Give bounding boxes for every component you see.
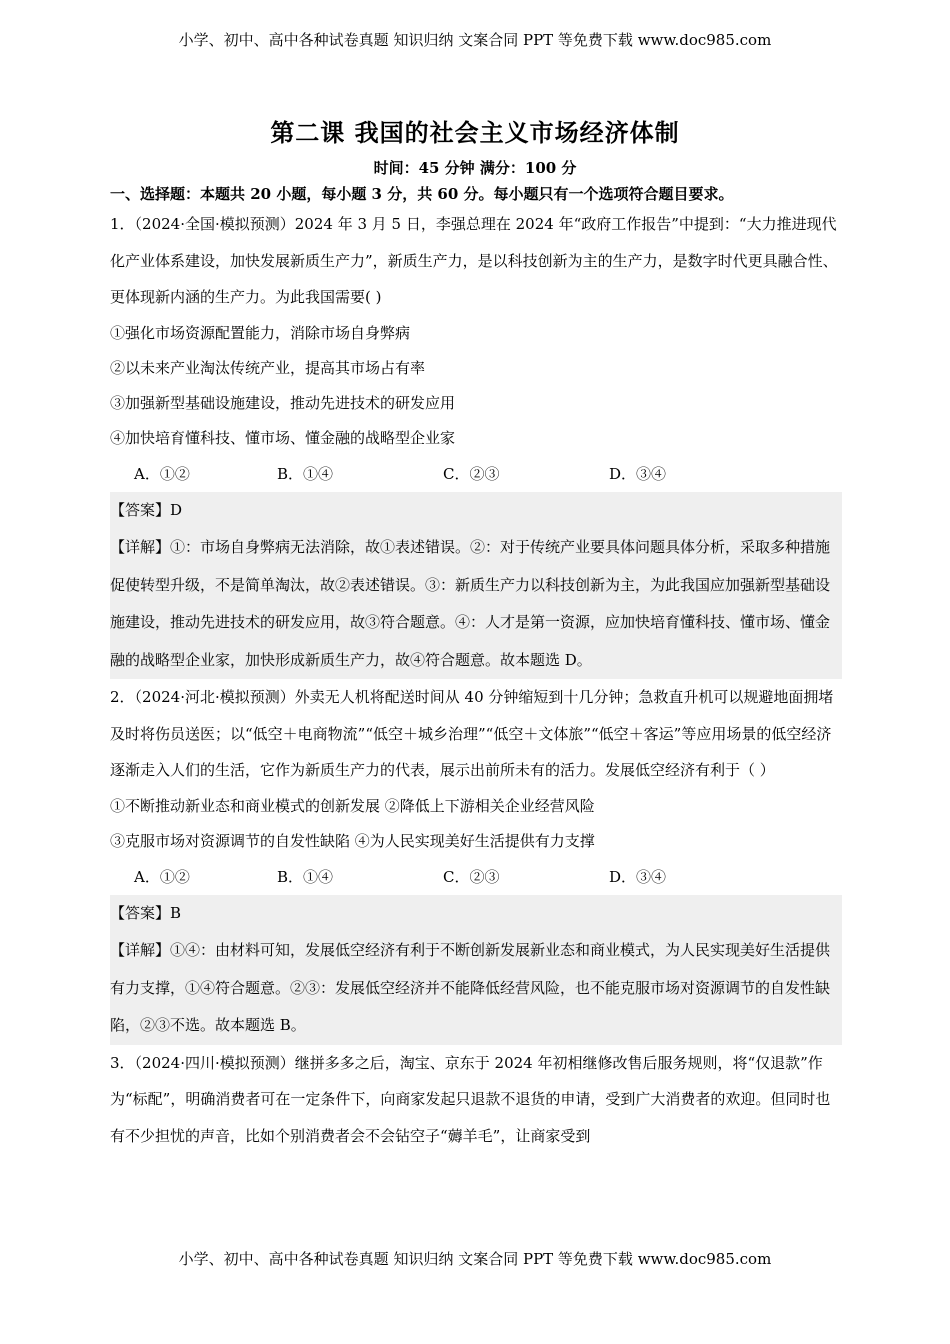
explanation: 【详解】①：市场自身弊病无法消除，故①表述错误。②：对于传统产业要具体问题具体分析，采取多种措施促使转型升级，不是简单淘汰，故②表述错误。③：新质生产力以科技创新为主，为此我国应加强新型基础设施建设，推动先进技术的研发应用，故③符合题意。④：人才是第一资源，应加快培育懂科技、懂市场、懂金融的战略型企业家，加快形成新质生产力，故④符合题意。故本题选 D。 [110,538,831,669]
answer-choices [110,859,842,895]
exam-info: 时间：45 分钟 满分：100 分 [373,159,577,177]
statement: ③加强新型基础设施建设，推动先进技术的研发应用 [110,393,456,412]
question-stem: 1．（2024·全国·模拟预测）2024 年 3 月 5 日，李强总理在 2024 年“政府工作报告”中提到：“大力推进现代化产业体系建设，加快发展新质生产力”，新质生产力，是以科技创新为主的生产力，是数字时代更具融合性、更体现新内涵的生产力。为此我国需要( ) [110,215,838,306]
page-footer: 小学、初中、高中各种试卷真题 知识归纳 文案合同 PPT 等免费下载 www.doc985.com [178,1250,772,1268]
choice-b: B．①④ [277,464,334,483]
answer-block [110,492,842,680]
statement: ③克服市场对资源调节的自发性缺陷 ④为人民实现美好生活提供有力支撑 [110,831,595,850]
choice-a: A．①② [134,867,190,886]
question-2 [110,679,842,1045]
lesson-title: 第二课 我国的社会主义市场经济体制 [270,118,680,147]
question-stem: 2．（2024·河北·模拟预测）外卖无人机将配送时间从 40 分钟缩短到十几分钟；急救直升机可以规避地面拥堵及时将伤员送医；以“低空＋电商物流”“低空＋城乡治理”“低空＋文体旅”“低空＋客运”等应用场景的低空经济逐渐走入人们的生活，它作为新质生产力的代表，展示出前所未有的活力。发展低空经济有利于（ ） [110,688,834,779]
question-3 [110,1045,842,1155]
choice-d: D．③④ [609,464,667,483]
choice-c: C．②③ [443,867,500,886]
question-stem: 3．（2024·四川·模拟预测）继拼多多之后，淘宝、京东于 2024 年初相继修改售后服务规则，将“仅退款”作为“标配”，明确消费者可在一定条件下，向商家发起只退款不退货的申请，受到广大消费者的欢迎。但同时也有不少担忧的声音，比如个别消费者会不会钻空子“薅羊毛”，让商家受到 [110,1053,831,1145]
choice-b: B．①④ [277,867,334,886]
section-heading: 一、选择题：本题共 20 小题，每小题 3 分，共 60 分。每小题只有一个选项符合题目要求。 [110,185,734,203]
choice-a: A．①② [134,464,190,483]
page-header: 小学、初中、高中各种试卷真题 知识归纳 文案合同 PPT 等免费下载 www.doc985.com [178,31,772,49]
answer-key: 【答案】B [110,903,182,922]
choice-c: C．②③ [443,464,500,483]
statement: ④加快培育懂科技、懂市场、懂金融的战略型企业家 [110,428,456,447]
question-1 [110,206,842,679]
document-body [110,182,842,1154]
answer-block [110,895,842,1045]
answer-choices [110,456,842,492]
choice-d: D．③④ [609,867,667,886]
answer-key: 【答案】D [110,500,183,519]
statement: ①强化市场资源配置能力，消除市场自身弊病 [110,323,411,342]
statement: ②以未来产业淘汰传统产业，提高其市场占有率 [110,358,426,377]
explanation: 【详解】①④：由材料可知，发展低空经济有利于不断创新发展新业态和商业模式，为人民实现美好生活提供有力支撑，①④符合题意。②③：发展低空经济并不能降低经营风险，也不能克服市场对资源调节的自发性缺陷，②③不选。故本题选 B。 [110,941,831,1034]
statement: ①不断推动新业态和商业模式的创新发展 ②降低上下游相关企业经营风险 [110,796,595,815]
